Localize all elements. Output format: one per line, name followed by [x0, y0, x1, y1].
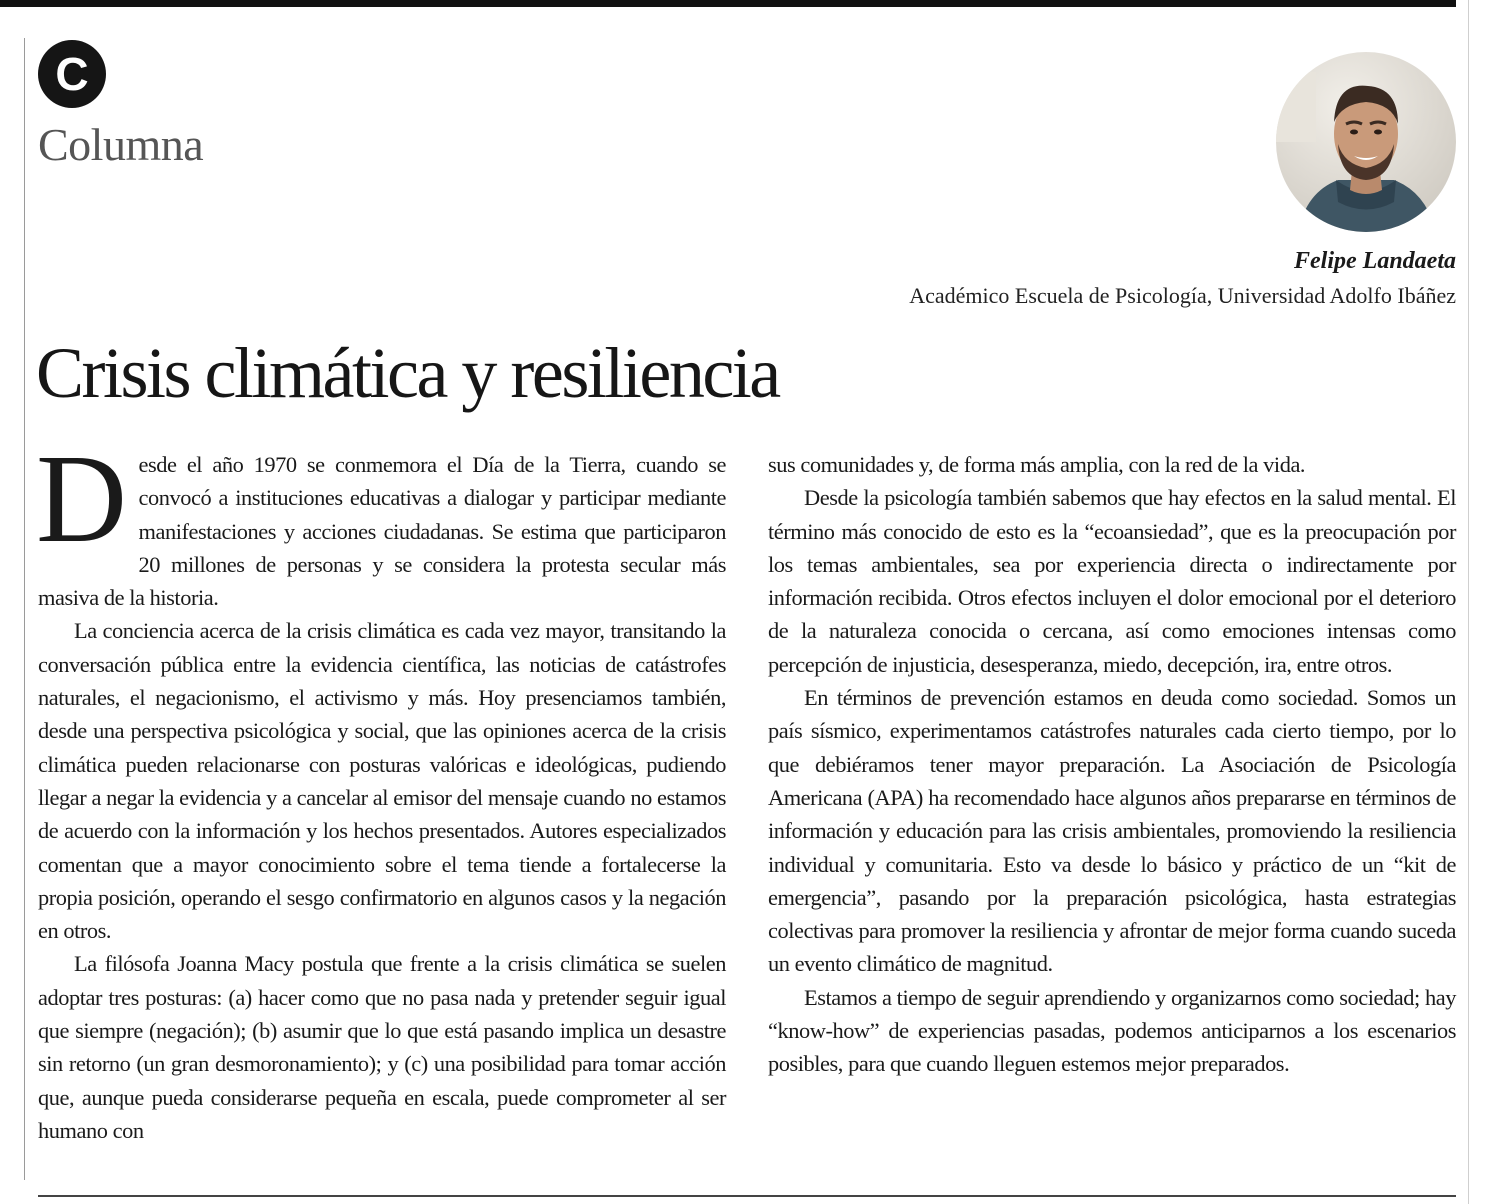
paragraph-text: esde el año 1970 se conmemora el Día de la Tierra, cuando se convocó a instituciones educativas a dialogar y participar mediante manifestaciones y acciones ciudadanas. Se estima que participaron 20 millones de personas y se considera la protesta secular más masiva de la historia. — [38, 452, 726, 611]
article-column-left — [36, 430, 726, 1147]
author-name: Felipe Landaeta — [1294, 248, 1456, 274]
left-column-rule — [24, 38, 25, 1180]
page-edge-rule — [1468, 0, 1469, 1204]
article-paragraph: La filósofa Joanna Macy postula que frente a la crisis climática se suelen adoptar tres posturas: (a) hacer como que no pasa nada y pretender seguir igual que siempre (negación); (b) asumir que lo que está pasando implica un desastre sin retorno (un gran desmoronamiento); y (c) una posibilidad para tomar acción que, aunque pueda considerarse pequeña en escala, puede comprometer al ser humano con — [38, 951, 726, 1143]
article-paragraph: sus comunidades y, de forma más amplia, con la red de la vida. — [768, 452, 1306, 477]
article-paragraph: Desde la psicología también sabemos que hay efectos en la salud mental. El término más conocido de esto es la “ecoansiedad”, que es la preocupación por los temas ambientales, sea por experiencia directa o indirectamente por información recibida. Otros efectos incluyen el dolor emocional por el deterioro de la naturaleza conocida o cercana, así como emociones intensas como percepción de injusticia, desesperanza, miedo, decepción, ira, entre otros. — [768, 485, 1456, 677]
column-badge — [38, 40, 106, 108]
bottom-rule — [38, 1195, 1456, 1197]
section-label: Columna — [38, 119, 204, 170]
article-column-right — [768, 448, 1456, 1081]
article-paragraph: La conciencia acerca de la crisis climática es cada vez mayor, transitando la conversación pública entre la evidencia científica, las noticias de catástrofes naturales, el negacionismo, el activismo y más. Hoy presenciamos también, desde una perspectiva psicológica y social, que las opiniones acerca de la crisis climática pueden relacionarse con posturas valóricas e ideológicas, pudiendo llegar a negar la evidencia y a cancelar al emisor del mensaje cuando no estamos de acuerdo con la información y los hechos presentados. Autores especializados comentan que a mayor conocimiento sobre el tema tiende a fortalecerse la propia posición, operando el sesgo confirmatorio en algunos casos y la negación en otros. — [38, 618, 726, 944]
column-badge-letter: C — [55, 48, 89, 100]
article-paragraph: En términos de prevención estamos en deuda como sociedad. Somos un país sísmico, experimentamos catástrofes naturales cada cierto tiempo, por lo que debiéramos tener mayor preparación. La Asociación de Psicología Americana (APA) ha recomendado hace algunos años prepararse en términos de información y educación para las crisis ambientales, promoviendo la resiliencia individual y comunitaria. Esto va desde lo básico y práctico de un “kit de emergencia”, pasando por la preparación psicológica, hasta estrategias colectivas para promover la resiliencia y afrontar de mejor forma cuando suceda un evento climático de magnitud. — [768, 685, 1456, 977]
author-portrait-icon — [1276, 52, 1456, 232]
author-photo — [1276, 52, 1456, 232]
article-paragraph — [36, 430, 726, 614]
author-role: Académico Escuela de Psicología, Universidad Adolfo Ibáñez — [909, 283, 1456, 308]
article-headline: Crisis climática y resiliencia — [36, 333, 779, 413]
drop-cap: D — [36, 430, 127, 569]
top-rule — [0, 0, 1456, 7]
article-paragraph: Estamos a tiempo de seguir aprendiendo y organizarnos como sociedad; hay “know-how” de experiencias pasadas, podemos anticiparnos a los escenarios posibles, para que cuando lleguen estemos mejor preparados. — [768, 984, 1456, 1077]
